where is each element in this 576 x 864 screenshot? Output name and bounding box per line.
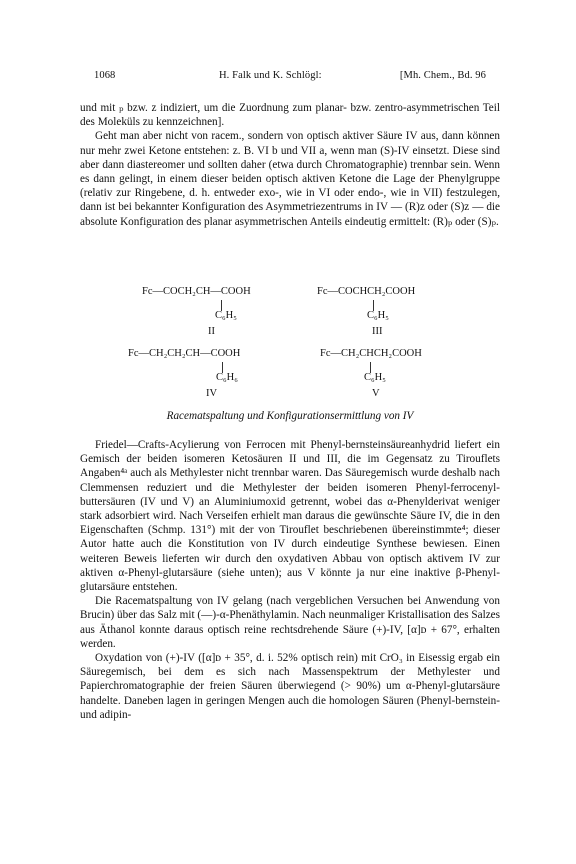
compound-label-IV: IV	[206, 388, 218, 399]
running-journal: [Mh. Chem., Bd. 96	[399, 70, 486, 81]
paragraph: und mit ₚ bzw. ᴢ indiziert, um die Zuordnung zum planar- bzw. zentro-asymmetrischen Teil des Moleküls zu kennzeichnen].	[80, 102, 500, 129]
page-number: 1068	[94, 70, 116, 81]
compound-label-III: III	[372, 326, 383, 337]
formula-V-main: Fc—CH₂CHCH₂COOH	[320, 348, 422, 359]
formula-scheme	[80, 280, 500, 405]
running-authors: H. Falk und K. Schlögl:	[219, 70, 322, 81]
formula-III-main: Fc—COCHCH₂COOH	[317, 286, 416, 297]
formula-V-substituent: C₆H₅	[364, 372, 386, 383]
paragraph: Die Racematspaltung von IV gelang (nach vergeblichen Versuchen bei Anwendung von Brucin) über das Salz mit (—)-α-Phenäthylamin. Nach neunmaliger Kristallisation des Salzes aus Äthanol konnte daraus optisch reine rechtsdrehende Säure (+)-IV, [α]ᴅ + 67°, erhalten werden.	[80, 595, 500, 650]
compound-label-II: II	[208, 326, 215, 337]
section-heading: Racematspaltung und Konfigurationsermittlung von IV	[166, 410, 414, 422]
running-header	[94, 70, 486, 84]
paragraph: Geht man aber nicht von racem., sondern von optisch aktiver Säure IV aus, dann können nur mehr zwei Ketone entstehen: z. B. VI b und VII a, wenn man (S)-IV einsetzt. Diese sind aber dann diastereomer und sollten daher (etwa durch Chromatographie) trennbar sein. Wenn es dann gelingt, in einem dieser beiden optisch aktiven Ketone die Lage der Phenylgruppe (relativ zur Ringebene, d. h. entweder exo-, wie in VI oder endo-, wie in VII) festzulegen, dann ist bei bekannter Konfiguration des Asymmetriezentrums in IV — (R)ᴢ oder (S)ᴢ — die absolute Konfiguration des planar asymmetrischen Anteils eindeutig ermittelt: (R)ₚ oder (S)ₚ.	[80, 130, 500, 228]
compound-label-V: V	[372, 388, 380, 399]
paragraph: Oxydation von (+)-IV ([α]ᴅ + 35°, d. i. 52% optisch rein) mit CrO₃ in Eisessig ergab ein Säuregemisch, bei dem es sich nach Massenspektrum der Methylester und Papierchromatographie der freien Säuren überwiegend (> 90%) um α-Phenyl-glutarsäure handelte. Daneben lagen in geringen Mengen auch die homologen Säuren (Phenyl-bernstein- und adipin-	[80, 652, 500, 721]
formula-IV-substituent: C₆H₆	[216, 372, 238, 383]
text-block-top	[80, 101, 500, 229]
text-block-bottom	[80, 438, 500, 722]
formula-IV-main: Fc—CH₂CH₂CH—COOH	[128, 348, 241, 359]
formula-III-substituent: C₆H₅	[367, 310, 389, 321]
formula-II-main: Fc—COCH₂CH—COOH	[142, 286, 251, 297]
paragraph: Friedel—Crafts-Acylierung von Ferrocen mit Phenyl-bernsteinsäureanhydrid liefert ein Gemisch der beiden isomeren Ketosäuren II und III, die im Gegensatz zu Tirouflets Angaben⁴ᵃ auch als Methylester nicht trennbar waren. Das Säuregemisch wurde deshalb nach Clemmensen reduziert und die Methylester der beiden isomeren Phenyl-ferrocenyl-buttersäuren (IV und V) an Aluminiumoxid getrennt, wobei das α-Phenylderivat weniger stark adsorbiert wird. Nach Verseifen erhielt man daraus die gewünschte Säure IV, die in den Eigenschaften (Schmp. 131°) mit der von Tirouflet beschriebenen übereinstimmte⁴; dieser Autor hatte auch die Konstitution von IV durch eindeutige Synthese bewiesen. Einen weiteren Beweis lieferten wir durch den oxydativen Abbau von optisch aktivem IV zur aktiven α-Phenyl-glutarsäure (siehe unten); aus V könnte ja nur eine inaktive β-Phenyl-glutarsäure entstehen.	[80, 439, 500, 594]
formula-II-substituent: C₆H₅	[215, 310, 237, 321]
